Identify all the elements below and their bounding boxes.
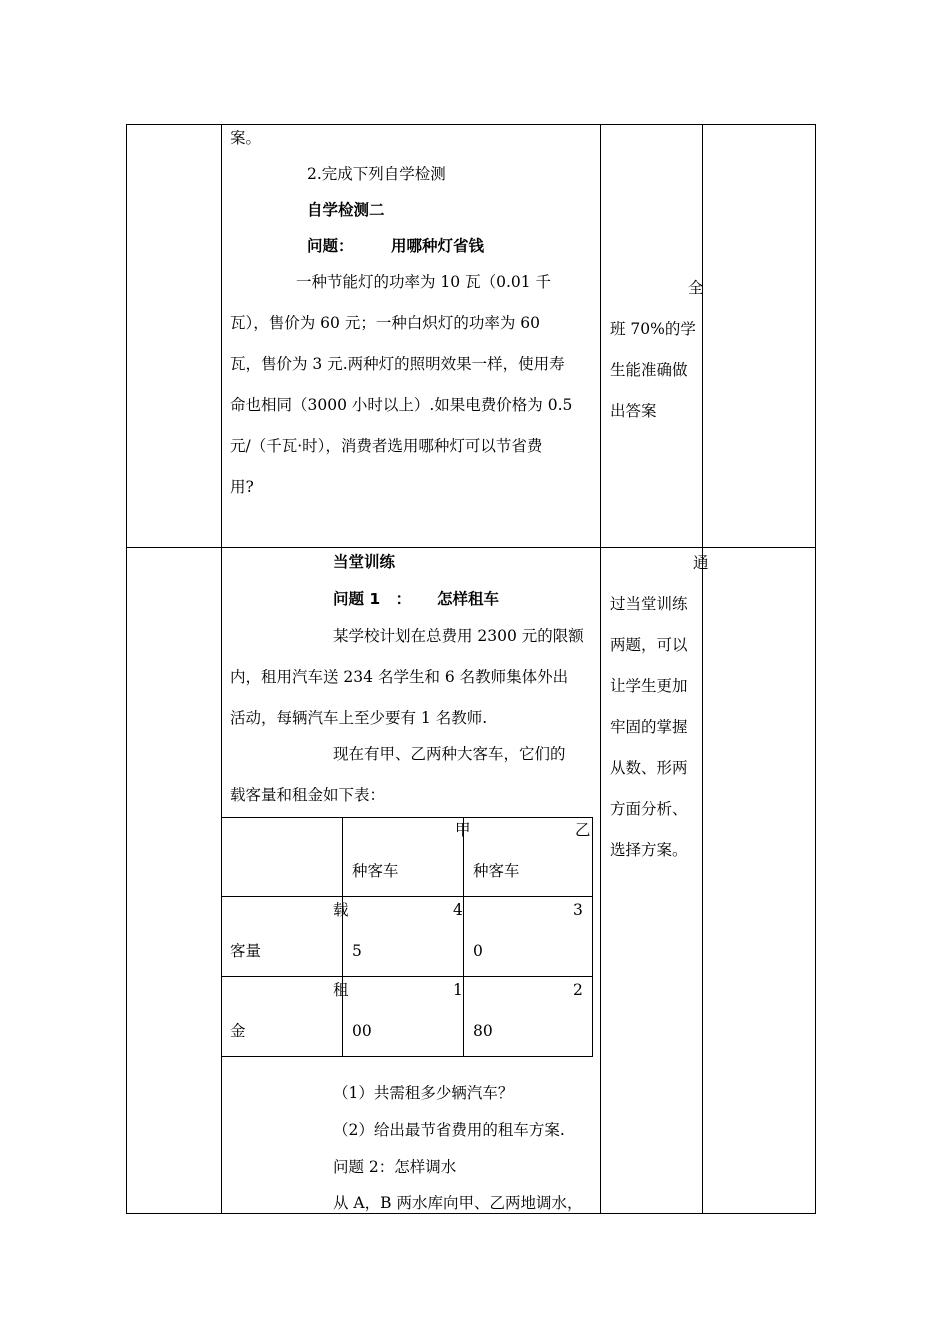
table-header-jia: 种客车 (352, 862, 399, 880)
inner-table-border-top (221, 817, 593, 818)
table-cell: 3 (573, 901, 583, 919)
question-2: （2）给出最节省费用的租车方案. (333, 1121, 565, 1139)
note-line: 选择方案。 (610, 841, 688, 859)
note-line: 让学生更加 (610, 677, 688, 695)
problem-2: 问题 2：怎样调水 (333, 1158, 457, 1176)
table-row-label: 租 (333, 981, 349, 999)
table-cell: 4 (453, 901, 463, 919)
text-an: 案。 (230, 129, 262, 147)
inner-table-border-left (221, 817, 222, 1057)
note-line: 两题，可以 (610, 636, 688, 654)
question-label: 问题： (307, 237, 354, 255)
note-line: 生能准确做 (610, 361, 688, 379)
inner-table-col-line (342, 817, 343, 1057)
para-line: 一种节能灯的功率为 10 瓦（0.01 千 (296, 273, 552, 291)
inner-table-border-right (592, 817, 593, 1057)
table-header-yi: 乙 (575, 821, 591, 839)
table-cell: 00 (352, 1022, 372, 1040)
problem1-label: 问题 1 ： (333, 590, 412, 608)
problem1-title: 怎样租车 (437, 590, 500, 608)
question-title: 用哪种灯省钱 (391, 237, 485, 255)
para-line: 元/（千瓦·时），消费者选用哪种灯可以节省费 (230, 437, 543, 455)
para-line: 现在有甲、乙两种大客车，它们的 (333, 745, 566, 763)
row-divider (126, 547, 816, 548)
para-line: 用? (230, 478, 254, 496)
table-row-label: 载 (333, 901, 349, 919)
inner-table-col-line (463, 817, 464, 1057)
table-cell: 0 (473, 942, 483, 960)
table-header-jia: 甲 (455, 821, 471, 839)
table-border-top (126, 124, 816, 125)
item-2: 2.完成下列自学检测 (307, 165, 446, 183)
para-line: 瓦），售价为 60 元；一种白炽灯的功率为 60 (230, 314, 540, 332)
para-line: 某学校计划在总费用 2300 元的限额 (333, 627, 584, 645)
table-cell: 80 (473, 1022, 493, 1040)
inner-table-row-line (221, 896, 593, 897)
note-line: 从数、形两 (610, 759, 688, 777)
para-line: 瓦，售价为 3 元.两种灯的照明效果一样，使用寿 (230, 355, 565, 373)
table-cell: 2 (573, 981, 583, 999)
table-cell: 1 (453, 981, 463, 999)
table-row-label: 客量 (230, 942, 262, 960)
note-line: 方面分析、 (610, 800, 688, 818)
question-1: （1）共需租多少辆汽车？ (333, 1084, 514, 1102)
table-cell: 5 (352, 942, 362, 960)
table-row-label: 金 (230, 1022, 246, 1040)
note-line: 过当堂训练 (610, 595, 688, 613)
para-line: 活动，每辆汽车上至少要有 1 名教师. (230, 709, 488, 727)
table-border-right (815, 124, 816, 1214)
note-line: 牢固的掌握 (610, 718, 688, 736)
para-line: 命也相同（3000 小时以上）.如果电费价格为 0.5 (230, 396, 573, 414)
section-heading: 当堂训练 (333, 553, 396, 571)
last-line: 从 A，B 两水库向甲、乙两地调水， (333, 1194, 583, 1212)
table-border-left (126, 124, 127, 1214)
col-divider-2 (600, 124, 601, 1214)
inner-table-border-bottom (221, 1056, 593, 1057)
note-line: 班 70%的学 (610, 320, 696, 338)
note-first-char: 通 (693, 554, 709, 572)
section-heading: 自学检测二 (307, 201, 385, 219)
note-line: 出答案 (610, 402, 657, 420)
table-header-yi: 种客车 (473, 862, 520, 880)
note-first-char: 全 (688, 279, 704, 297)
table-border-bottom (126, 1213, 816, 1214)
inner-table-row-line (221, 976, 593, 977)
para-line: 内，租用汽车送 234 名学生和 6 名教师集体外出 (230, 668, 569, 686)
para-line: 载客量和租金如下表： (230, 786, 386, 804)
